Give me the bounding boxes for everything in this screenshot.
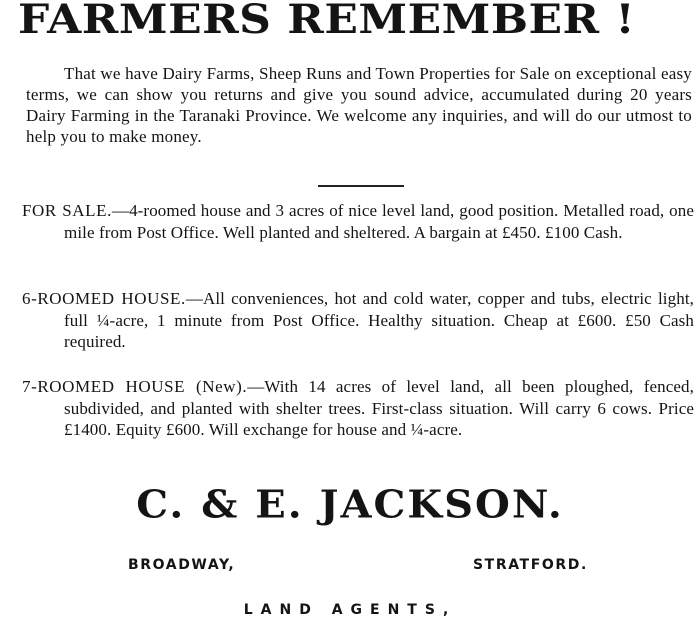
company-name: C. & E. JACKSON.: [136, 482, 564, 527]
listing-6-roomed-house: [22, 288, 694, 353]
section-divider: [312, 185, 404, 187]
listing-heading: 7-ROOMED HOUSE (New).: [22, 377, 248, 396]
listing-heading: 6-ROOMED HOUSE.: [22, 289, 186, 308]
address-street: BROADWAY,: [128, 557, 236, 573]
listing-text: —With 14 acres of level land, all been ploughed, fenced, subdivided, and planted with shelter trees. First-class situation. Will carry 6 cows. Price £1400. Equity £600. Will exchange for house and ¼-acre.: [64, 377, 694, 439]
listing-7-roomed-house: [22, 376, 694, 441]
intro-paragraph: That we have Dairy Farms, Sheep Runs and Town Properties for Sale on exceptional easy terms, we can show you returns and give you sound advice, accumulated during 20 years Dairy Farming in the Taranaki Province. We welcome any inquiries, and will do our utmost to help you to make money.: [26, 64, 692, 146]
listing-text: —All conveniences, hot and cold water, copper and tubs, electric light, full ¼-acre, 1 minute from Post Office. Healthy situation. Cheap at £600. £50 Cash required.: [64, 289, 694, 351]
listing-text: —4-roomed house and 3 acres of nice level land, good position. Metalled road, one mile from Post Office. Well planted and sheltered. A bargain at £450. £100 Cash.: [64, 201, 694, 242]
listing-for-sale: [22, 200, 694, 243]
headline: FARMERS REMEMBER !: [18, 0, 636, 43]
agents-line: LAND AGENTS,: [243, 602, 457, 618]
listing-heading: FOR SALE.: [22, 201, 112, 220]
address-town: STRATFORD.: [473, 557, 588, 573]
